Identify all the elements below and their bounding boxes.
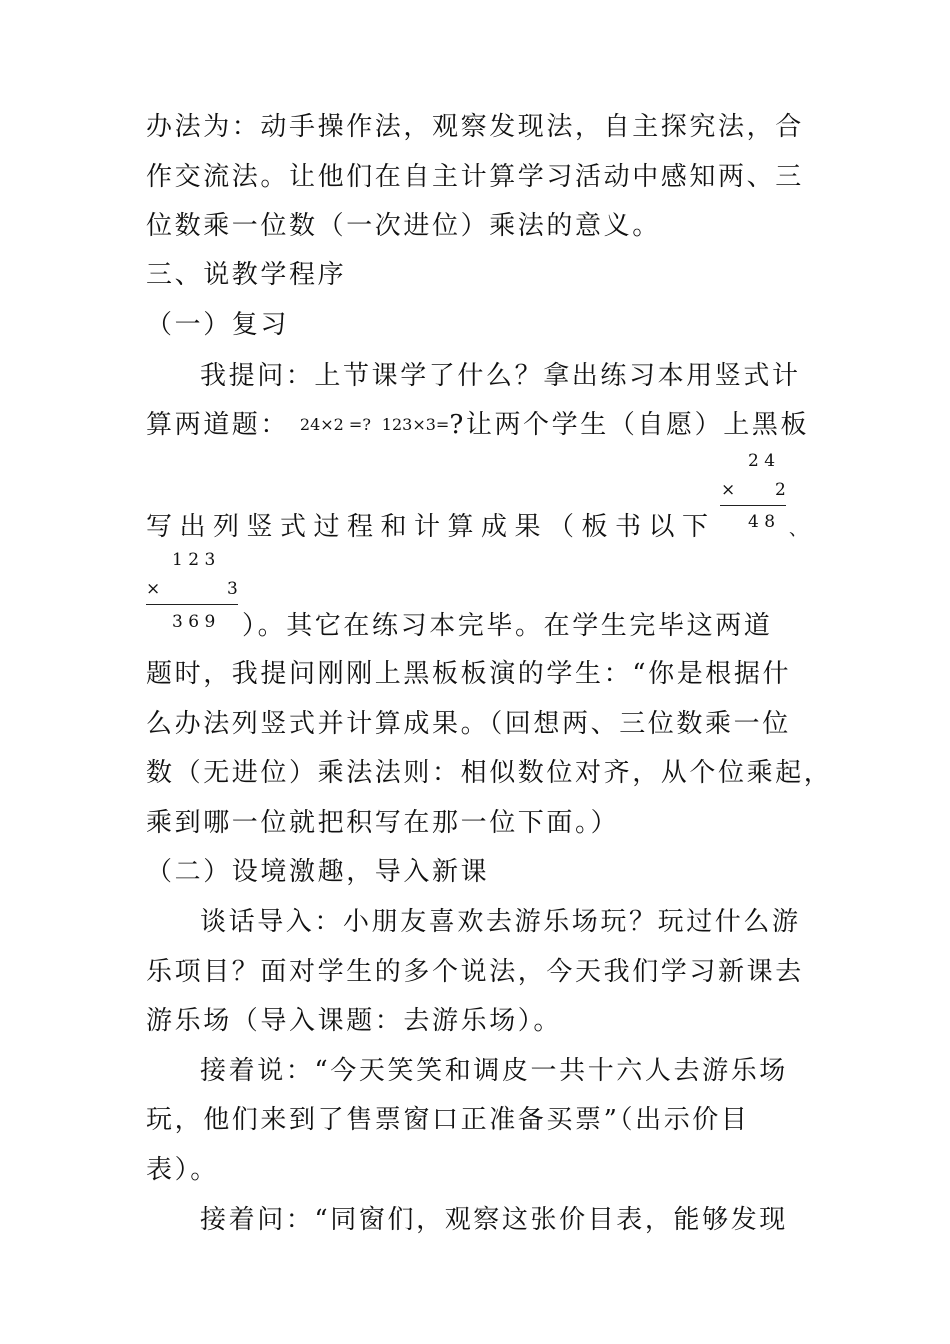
calc2-result: 3 6 9 xyxy=(172,612,216,632)
text-segment: 算两道题： xyxy=(146,410,290,440)
text-line: 数（无进位）乘法法则：相似数位对齐，从个位乘起， xyxy=(146,758,833,788)
text-line: 题时，我提问刚刚上黑板板演的学生：“你是根据什 xyxy=(146,659,792,689)
text-line: 乘到哪一位就把积写在那一位下面。） xyxy=(146,808,620,838)
text-line: 表）。 xyxy=(146,1155,219,1185)
text-line: 作交流法。让他们在自主计算学习活动中感知两、三 xyxy=(146,162,804,192)
calc1-rule xyxy=(720,505,786,506)
text-segment: ?让两个学生（自愿）上黑板 xyxy=(449,410,810,440)
text-line: 么办法列竖式并计算成果。（回想两、三位数乘一位 xyxy=(146,709,791,739)
text-line: 玩，他们来到了售票窗口正准备买票”（出示价目 xyxy=(146,1105,750,1135)
section-heading: 三、说教学程序 xyxy=(146,260,347,290)
subsection-heading: （二）设境激趣，导入新课 xyxy=(146,857,490,887)
calc1-top: 2 4 xyxy=(748,451,776,471)
calc1-operator: × xyxy=(721,480,736,500)
calc1-result: 4 8 xyxy=(748,512,776,532)
formula-1: 24×2 =? xyxy=(299,415,371,434)
separator: 、 xyxy=(789,519,807,540)
text-line: 位数乘一位数（一次进位）乘法的意义。 xyxy=(146,211,661,241)
calc2-multiplier: 3 xyxy=(227,579,238,599)
text-line: 办法为：动手操作法，观察发现法，自主探究法，合 xyxy=(146,112,804,142)
calc1-multiplier: 2 xyxy=(775,480,786,500)
text-line: 写出列竖式过程和计算成果（板书以下 xyxy=(146,512,716,542)
calc2-top: 1 2 3 xyxy=(172,550,216,570)
formula-2: 123×3= xyxy=(381,415,450,434)
subsection-heading: （一）复习 xyxy=(146,310,290,340)
text-line: 接着问：“同窗们，观察这张价目表，能够发现 xyxy=(200,1205,788,1235)
text-line: 乐项目？面对学生的多个说法，今天我们学习新课去 xyxy=(146,957,804,987)
text-line: 谈话导入：小朋友喜欢去游乐场玩？玩过什么游 xyxy=(200,907,801,937)
calc2-operator: × xyxy=(146,579,161,599)
text-line: ）。其它在练习本完毕。在学生完毕这两道 xyxy=(242,611,773,641)
calc2-rule xyxy=(146,604,238,605)
text-line xyxy=(146,410,809,440)
text-line: 接着说：“今天笑笑和调皮一共十六人去游乐场 xyxy=(200,1056,788,1086)
text-line: 我提问：上节课学了什么？拿出练习本用竖式计 xyxy=(200,361,801,391)
text-line: 游乐场（导入课题：去游乐场）。 xyxy=(146,1006,563,1036)
